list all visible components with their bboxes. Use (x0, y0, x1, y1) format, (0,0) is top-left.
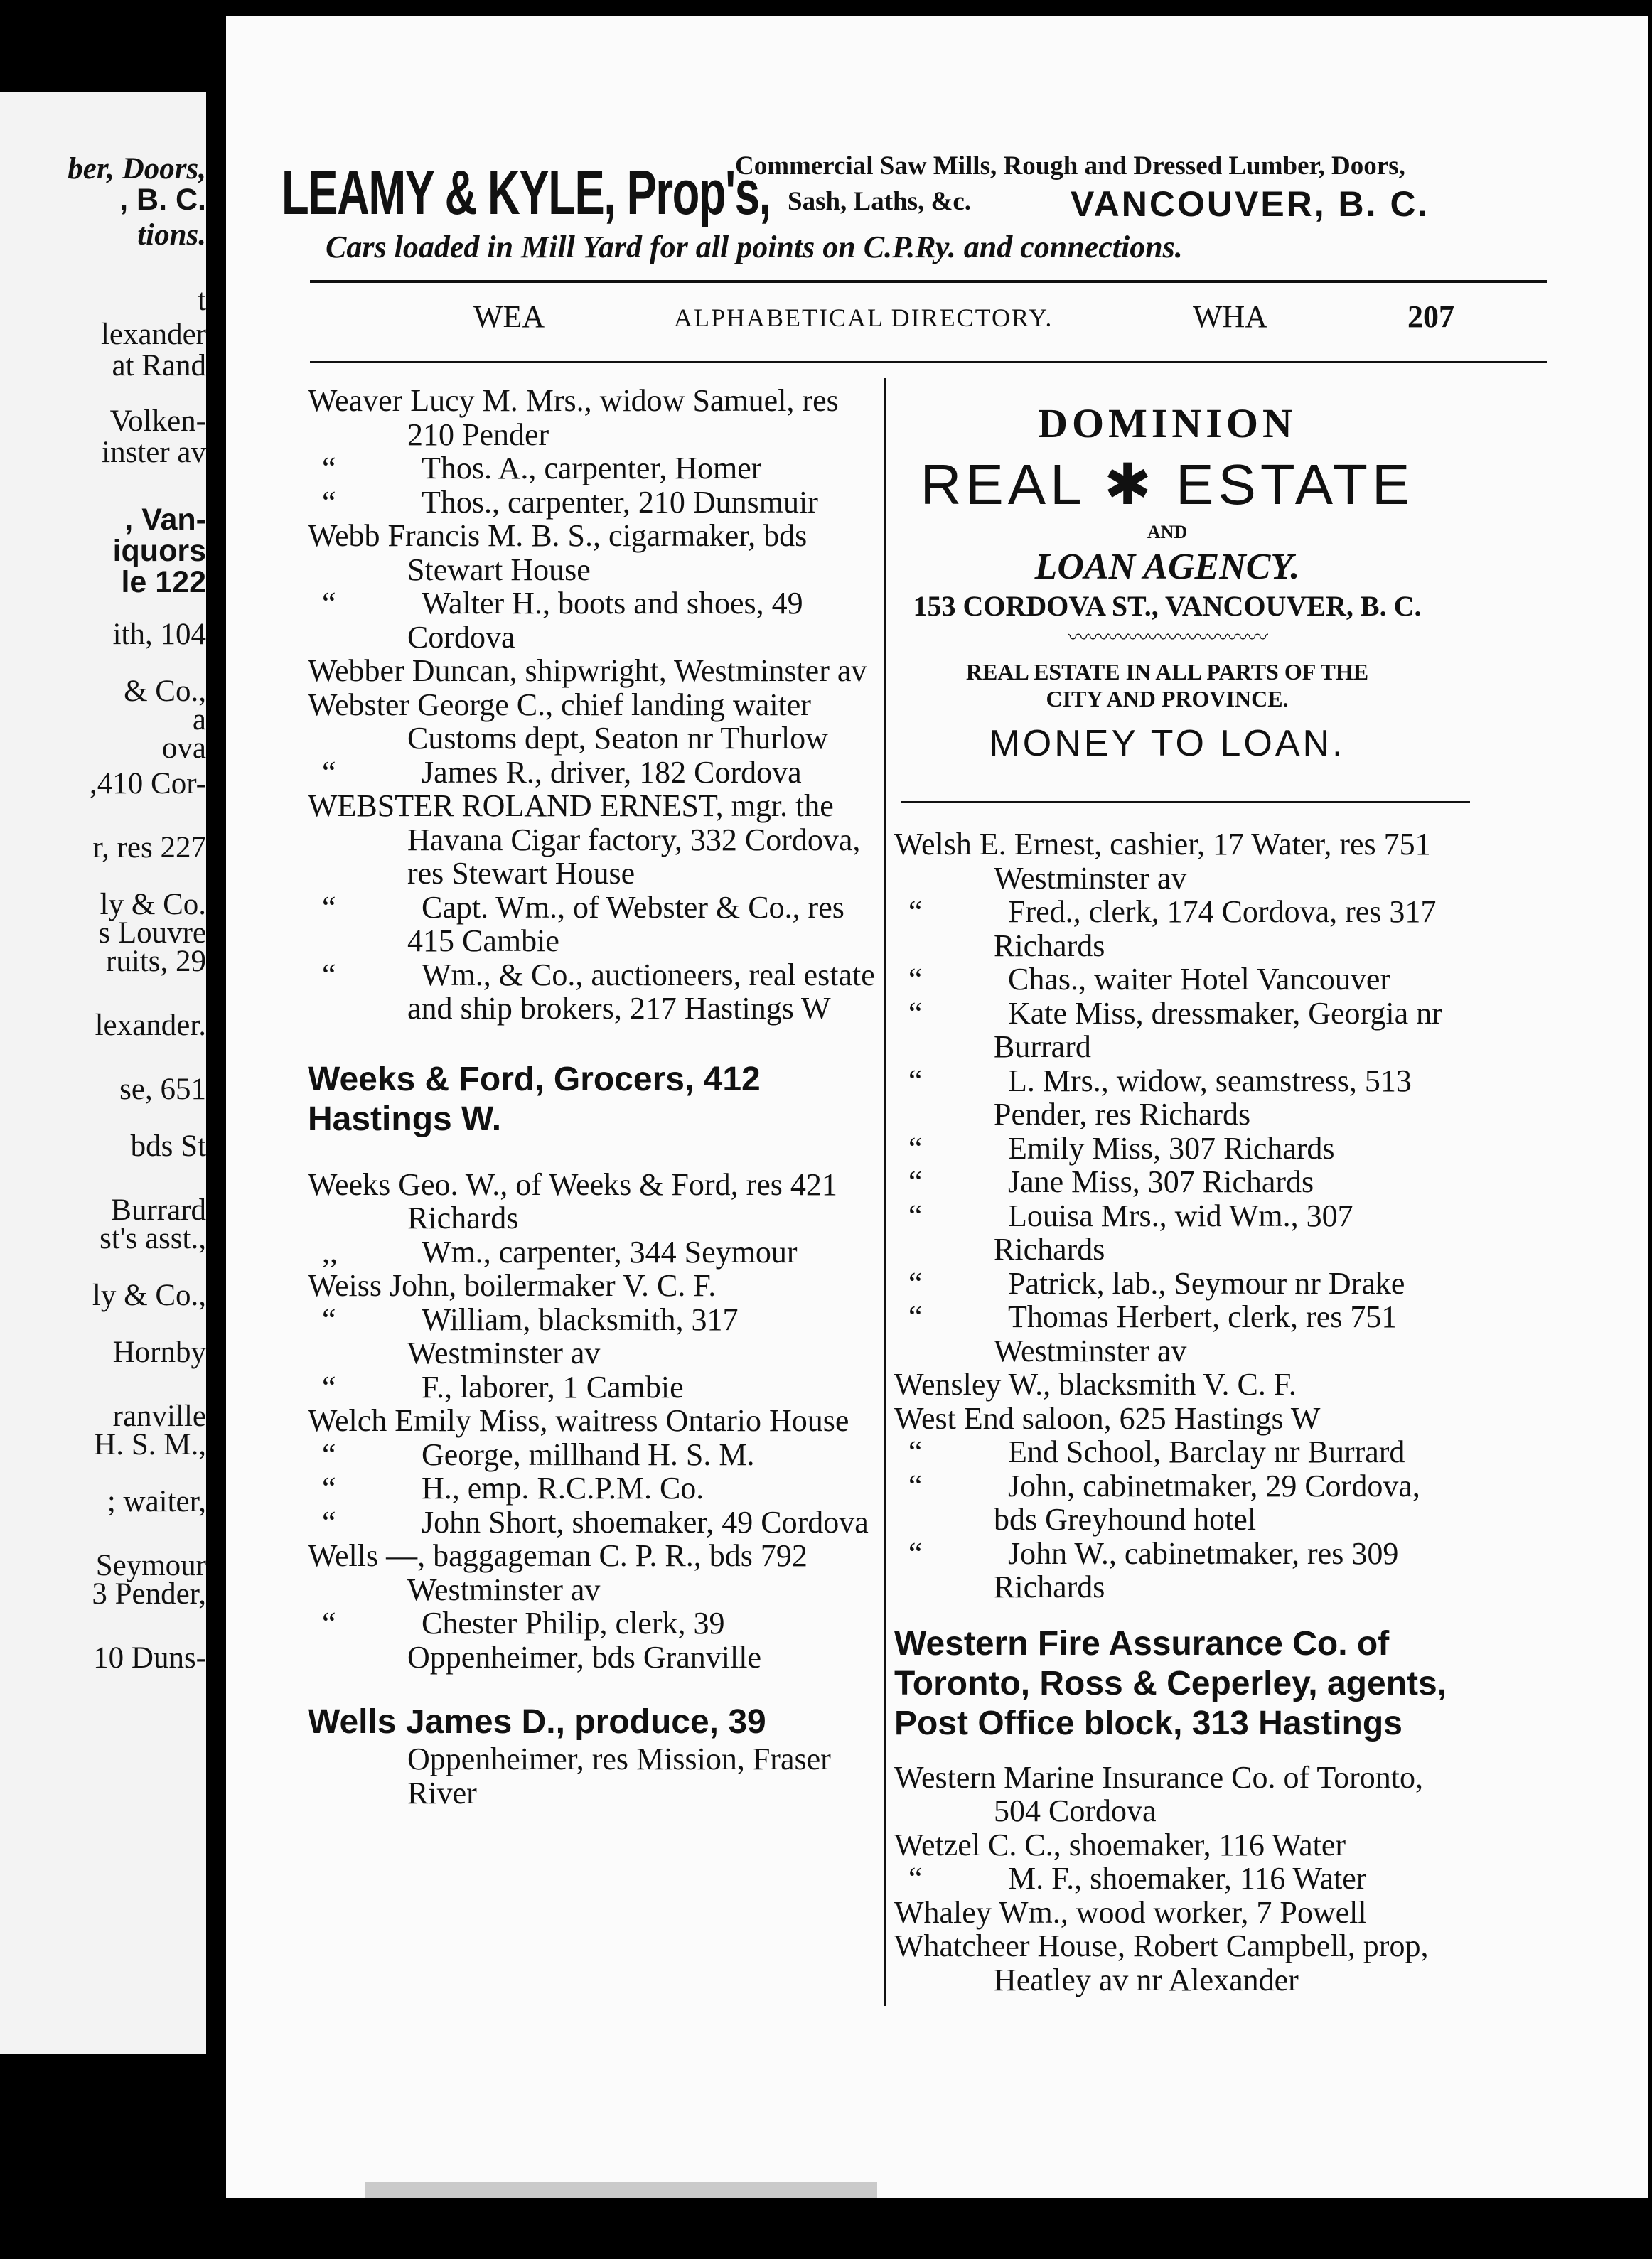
ditto-mark: “ (322, 1471, 336, 1506)
ditto-mark: “ (322, 1437, 336, 1472)
directory-entry (308, 1303, 876, 1370)
directory-entry (308, 519, 876, 586)
directory-entry (894, 1929, 1470, 1997)
directory-entry (894, 962, 1470, 997)
left-page-fragment: ly & Co., (92, 1279, 206, 1312)
entry-text: Wensley W., blacksmith V. C. F. (894, 1367, 1297, 1402)
entry-text: Weaver Lucy M. Mrs., widow Samuel, res 210 Pender (308, 383, 839, 452)
entry-text: Wetzel C. C., shoemaker, 116 Water (894, 1827, 1346, 1862)
left-page-fragment: se, 651 (119, 1073, 206, 1106)
directory-entry (894, 1267, 1470, 1301)
directory-page (226, 16, 1648, 2198)
left-page-fragment: r, res 227 (92, 831, 206, 864)
left-page-fragment: ith, 104 (112, 618, 206, 651)
directory-entry (308, 1506, 876, 1540)
entry-text: Thos., carpenter, 210 Dunsmuir (422, 484, 818, 520)
directory-entry (894, 1469, 1470, 1537)
right-column-entries-1 (894, 827, 1470, 1604)
ditto-mark: “ (908, 995, 923, 1031)
entry-text: George, millhand H. S. M. (422, 1437, 755, 1472)
directory-entry (308, 1404, 876, 1438)
left-page-fragment: , Van- (124, 503, 206, 537)
header-rule (310, 280, 1547, 283)
dominion-line2: CITY AND PROVINCE. (1046, 686, 1289, 712)
entry-text: Webb Francis M. B. S., cigarmaker, bds Stewart House (308, 518, 808, 587)
directory-entry (894, 895, 1470, 962)
ditto-mark: “ (908, 1434, 923, 1469)
directory-entry (308, 1606, 876, 1674)
ditto-mark: “ (908, 962, 923, 997)
directory-entry (894, 1300, 1470, 1368)
print-smudge (365, 2182, 877, 2198)
header-products-line1: Commercial Saw Mills, Rough and Dressed Lumber, Doors, (735, 151, 1405, 181)
directory-entry (308, 1370, 876, 1405)
header-products-line2: Sash, Laths, &c. (788, 187, 972, 216)
left-page-fragment: & Co., (124, 675, 206, 708)
left-page-fragment: ova (161, 731, 206, 765)
entry-text: H., emp. R.C.P.M. Co. (422, 1471, 704, 1506)
ditto-mark: “ (322, 586, 336, 621)
ditto-mark: ,, (322, 1234, 338, 1270)
entry-text: Wells —, baggageman C. P. R., bds 792 Westminster av (308, 1538, 808, 1607)
ditto-mark: “ (908, 1468, 923, 1503)
dominion-ad (883, 399, 1452, 765)
left-page-fragment: Volken- (109, 404, 206, 438)
header-tagline: Cars loaded in Mill Yard for all points on C.P.Ry. and connections. (326, 230, 1183, 264)
directory-entry (894, 1368, 1470, 1402)
entry-text: Chester Philip, clerk, 39 Oppenheimer, bds Granville (407, 1606, 761, 1675)
left-page-fragment: Burrard (111, 1193, 206, 1227)
ditto-mark: “ (322, 1606, 336, 1641)
directory-entry (308, 1269, 876, 1303)
entry-text: Western Marine Insurance Co. of Toronto, 504 Cordova (894, 1759, 1424, 1828)
ditto-mark: “ (322, 1504, 336, 1540)
wells-james-bold: Wells James D., produce, 39 (308, 1703, 766, 1741)
wells-james-rest: Oppenheimer, res Mission, Fraser River (407, 1742, 831, 1810)
weeks-ford-ad: Weeks & Ford, Grocers, 412 Hastings W. (308, 1060, 761, 1138)
entry-text: Capt. Wm., of Webster & Co., res 415 Cambie (407, 889, 844, 958)
entry-text: James R., driver, 182 Cordova (422, 754, 802, 790)
ditto-mark: “ (908, 894, 923, 929)
dominion-real-estate: REAL ✱ ESTATE (920, 453, 1415, 516)
left-page-fragment: s Louvre (98, 916, 206, 950)
ditto-mark: “ (908, 1198, 923, 1233)
header-city: VANCOUVER, B. C. (1071, 184, 1430, 224)
entry-text: Weiss John, boilermaker V. C. F. (308, 1268, 717, 1303)
ditto-mark: “ (908, 1299, 923, 1334)
entry-text: Chas., waiter Hotel Vancouver (1008, 962, 1391, 997)
directory-entry (308, 756, 876, 790)
entry-text: John Short, shoemaker, 49 Cordova (422, 1504, 869, 1540)
directory-entry (308, 485, 876, 520)
left-page-fragment: , B. C. (119, 183, 206, 217)
ditto-mark: “ (322, 1369, 336, 1405)
entry-text: Whaley Wm., wood worker, 7 Powell (894, 1894, 1367, 1930)
left-page-fragment: ruits, 29 (106, 945, 206, 978)
entry-text: Wm., carpenter, 344 Seymour (422, 1234, 798, 1270)
left-facing-page (0, 92, 206, 2054)
directory-entry (308, 891, 876, 958)
entry-text: Thos. A., carpenter, Homer (422, 451, 762, 485)
left-page-fragment: tions. (137, 218, 206, 252)
entry-text: William, blacksmith, 317 Westminster av (407, 1302, 739, 1370)
entry-text: Welsh E. Ernest, cashier, 17 Water, res 751 Westminster av (894, 827, 1431, 896)
dominion-title: DOMINION (1038, 400, 1297, 446)
directory-entry (894, 997, 1470, 1064)
entry-text: End School, Barclay nr Burrard (1008, 1434, 1405, 1469)
left-page-fragment: ,410 Cor- (90, 767, 206, 800)
entry-text: Emily Miss, 307 Richards (1008, 1130, 1335, 1166)
entry-text: Webber Duncan, shipwright, Westminster av (308, 653, 867, 688)
left-page-fragment: inster av (102, 436, 206, 469)
left-page-fragment: a (192, 703, 206, 736)
left-page-fragment: t (198, 284, 206, 317)
left-page-fragment: 10 Duns- (93, 1641, 206, 1675)
ditto-mark: “ (322, 957, 336, 992)
ad-rule (901, 801, 1470, 803)
directory-entry (308, 1168, 876, 1235)
entry-text: Patrick, lab., Seymour nr Drake (1008, 1265, 1405, 1301)
wave-ornament: 〰〰〰〰〰〰〰〰〰〰 (1068, 626, 1267, 650)
entry-text: WEBSTER ROLAND ERNEST, mgr. the Havana Cigar factory, 332 Cordova, res Stewart House (308, 788, 861, 891)
ditto-mark: “ (908, 1130, 923, 1166)
directory-entry (894, 1896, 1470, 1930)
directory-entry (308, 654, 876, 688)
ditto-mark: “ (908, 1861, 923, 1896)
left-column (308, 384, 876, 1810)
western-fire-ad: Western Fire Assurance Co. of Toronto, Ross & Ceperley, agents, Post Office block, 313 Hastings (894, 1624, 1447, 1742)
left-page-fragment: ; waiter, (107, 1485, 206, 1518)
directory-entry (894, 1132, 1470, 1166)
left-page-fragment: 3 Pender, (92, 1577, 206, 1611)
left-page-fragment: at Rand (112, 349, 206, 382)
directory-entry (894, 1761, 1470, 1828)
directory-entry (308, 688, 876, 756)
entry-text: Welch Emily Miss, waitress Ontario House (308, 1403, 849, 1438)
dominion-money: MONEY TO LOAN. (989, 723, 1346, 764)
left-page-fragment: Seymour (95, 1549, 206, 1582)
entry-text: Walter H., boots and shoes, 49 Cordova (407, 586, 803, 655)
page-number: 207 (1407, 299, 1454, 334)
left-page-fragment: iquors (112, 534, 206, 568)
left-page-fragment: st's asst., (100, 1222, 206, 1255)
entry-text: L. Mrs., widow, seamstress, 513 Pender, res Richards (994, 1063, 1412, 1132)
directory-entry (894, 1199, 1470, 1267)
left-column-entries-2 (308, 1168, 876, 1675)
entry-text: Whatcheer House, Robert Campbell, prop, Heatley av nr Alexander (894, 1928, 1429, 1997)
running-head-right: WHA (1193, 299, 1268, 334)
ditto-mark: “ (322, 754, 336, 790)
entry-text: Weeks Geo. W., of Weeks & Ford, res 421 Richards (308, 1166, 837, 1235)
directory-entry (308, 384, 876, 451)
ditto-mark: “ (322, 451, 336, 485)
directory-entry (308, 451, 876, 485)
entry-text: Webster George C., chief landing waiter Customs dept, Seaton nr Thurlow (308, 687, 828, 756)
dominion-loan: LOAN AGENCY. (1034, 547, 1300, 587)
left-page-fragment: ranville (112, 1400, 206, 1433)
directory-entry (894, 1537, 1470, 1604)
directory-entry (894, 827, 1470, 895)
dominion-line1: REAL ESTATE IN ALL PARTS OF THE (965, 659, 1369, 685)
ditto-mark: “ (908, 1265, 923, 1301)
dominion-and: AND (1147, 522, 1188, 542)
ditto-mark: “ (322, 889, 336, 925)
directory-entry (308, 1539, 876, 1606)
wells-james-entry (308, 1702, 876, 1810)
directory-entry (308, 789, 876, 891)
left-page-fragment: bds St (130, 1130, 206, 1163)
running-head-rule (310, 361, 1547, 363)
directory-entry (308, 586, 876, 654)
entry-text: M. F., shoemaker, 116 Water (1008, 1861, 1367, 1896)
directory-entry (308, 1438, 876, 1472)
directory-entry (308, 958, 876, 1026)
dominion-address: 153 CORDOVA ST., VANCOUVER, B. C. (913, 590, 1422, 622)
directory-entry (894, 1435, 1470, 1469)
directory-entry (894, 1402, 1470, 1436)
left-page-fragment: ly & Co. (100, 888, 206, 921)
running-head-left: WEA (473, 299, 545, 334)
entry-text: Kate Miss, dressmaker, Georgia nr Burrard (994, 995, 1442, 1064)
ditto-mark: “ (322, 484, 336, 520)
left-page-fragment: H. S. M., (94, 1428, 206, 1461)
right-column (894, 827, 1470, 1997)
header-advertiser: LEAMY & KYLE, Prop's, (281, 157, 771, 227)
left-page-fragment: lexander (100, 318, 206, 351)
entry-text: Thomas Herbert, clerk, res 751 Westminster av (994, 1299, 1398, 1368)
left-column-entries-1 (308, 384, 876, 1026)
ditto-mark: “ (322, 1302, 336, 1337)
entry-text: John, cabinetmaker, 29 Cordova, bds Greyhound hotel (994, 1468, 1420, 1537)
left-page-fragment: le 122 (121, 565, 206, 599)
ditto-mark: “ (908, 1535, 923, 1571)
left-page-fragment: Hornby (112, 1336, 206, 1369)
directory-entry (308, 1235, 876, 1270)
entry-text: Wm., & Co., auctioneers, real estate and ship brokers, 217 Hastings W (407, 957, 875, 1026)
running-head-center: ALPHABETICAL DIRECTORY. (674, 304, 1053, 332)
directory-entry (894, 1165, 1470, 1199)
entry-text: Louisa Mrs., wid Wm., 307 Richards (994, 1198, 1353, 1267)
entry-text: Jane Miss, 307 Richards (1008, 1164, 1314, 1199)
ditto-mark: “ (908, 1164, 923, 1199)
entry-text: F., laborer, 1 Cambie (422, 1369, 684, 1405)
directory-entry (894, 1862, 1470, 1896)
directory-entry (894, 1064, 1470, 1132)
entry-text: West End saloon, 625 Hastings W (894, 1400, 1321, 1436)
directory-entry (894, 1828, 1470, 1862)
right-column-entries-2 (894, 1761, 1470, 1997)
entry-text: Fred., clerk, 174 Cordova, res 317 Richards (994, 894, 1437, 963)
left-page-fragment: ber, Doors, (68, 152, 206, 186)
directory-entry (308, 1471, 876, 1506)
ditto-mark: “ (908, 1063, 923, 1098)
entry-text: John W., cabinetmaker, res 309 Richards (994, 1535, 1399, 1604)
left-page-fragment: lexander. (95, 1009, 206, 1042)
